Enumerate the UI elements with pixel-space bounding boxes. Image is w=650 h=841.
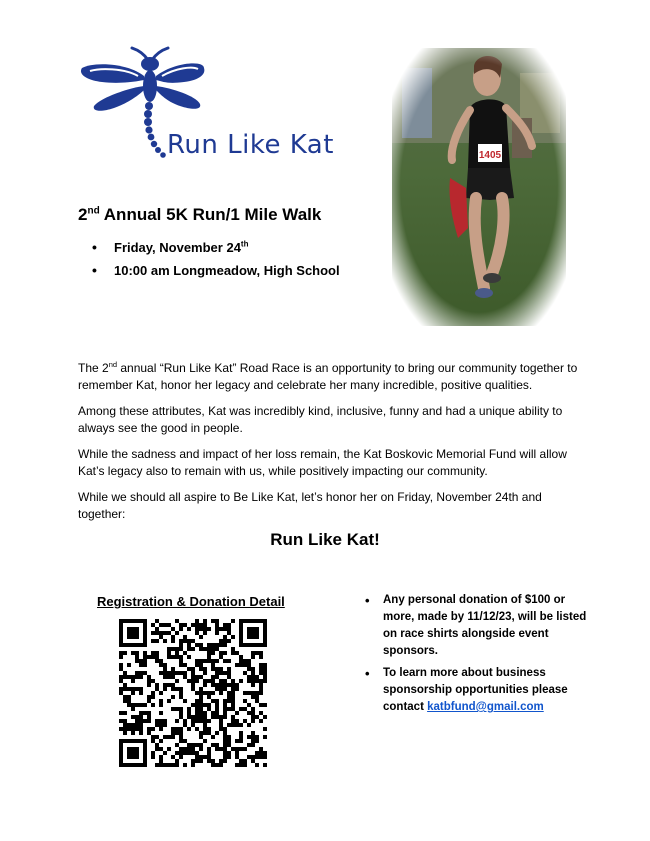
- logo-text: Run Like Kat: [167, 130, 334, 160]
- event-title: 2nd Annual 5K Run/1 Mile Walk: [78, 205, 322, 224]
- body-text: [78, 360, 583, 532]
- donation-item-personal: • Any personal donation of $100 or more, made by 11/12/23, will be listed on race shirts alongside event sponsors.: [362, 592, 587, 660]
- registration-title: Registration & Donation Detail: [97, 594, 285, 609]
- contact-email-link[interactable]: katbfund@gmail.com: [427, 701, 544, 713]
- event-time-location: • 10:00 am Longmeadow, High School: [78, 259, 340, 282]
- event-details: [78, 236, 340, 282]
- donation-info: [362, 592, 587, 721]
- paragraph-3: While the sadness and impact of her loss remain, the Kat Boskovic Memorial Fund will allow Kat’s legacy also to remain with us, while positively impacting our community.: [78, 447, 567, 478]
- runner-photo: [392, 48, 566, 326]
- paragraph-4: While we should all aspire to Be Like Kat, let’s honor her on Friday, November 24th and together:: [78, 490, 542, 521]
- donation-item-business: • To learn more about business sponsorship opportunities please contact katbfund@gmail.com: [362, 665, 587, 716]
- slogan: Run Like Kat!: [270, 530, 380, 549]
- event-date: • Friday, November 24th: [78, 236, 340, 259]
- paragraph-2: Among these attributes, Kat was incredibly kind, inclusive, funny and had a unique ability to always see the good in people.: [78, 404, 563, 435]
- qr-code-icon[interactable]: [119, 619, 267, 767]
- paragraph-1: The 2nd annual “Run Like Kat” Road Race is an opportunity to bring our community together to remember Kat, honor her legacy and celebrate her many incredible, positive qualities.: [78, 360, 578, 392]
